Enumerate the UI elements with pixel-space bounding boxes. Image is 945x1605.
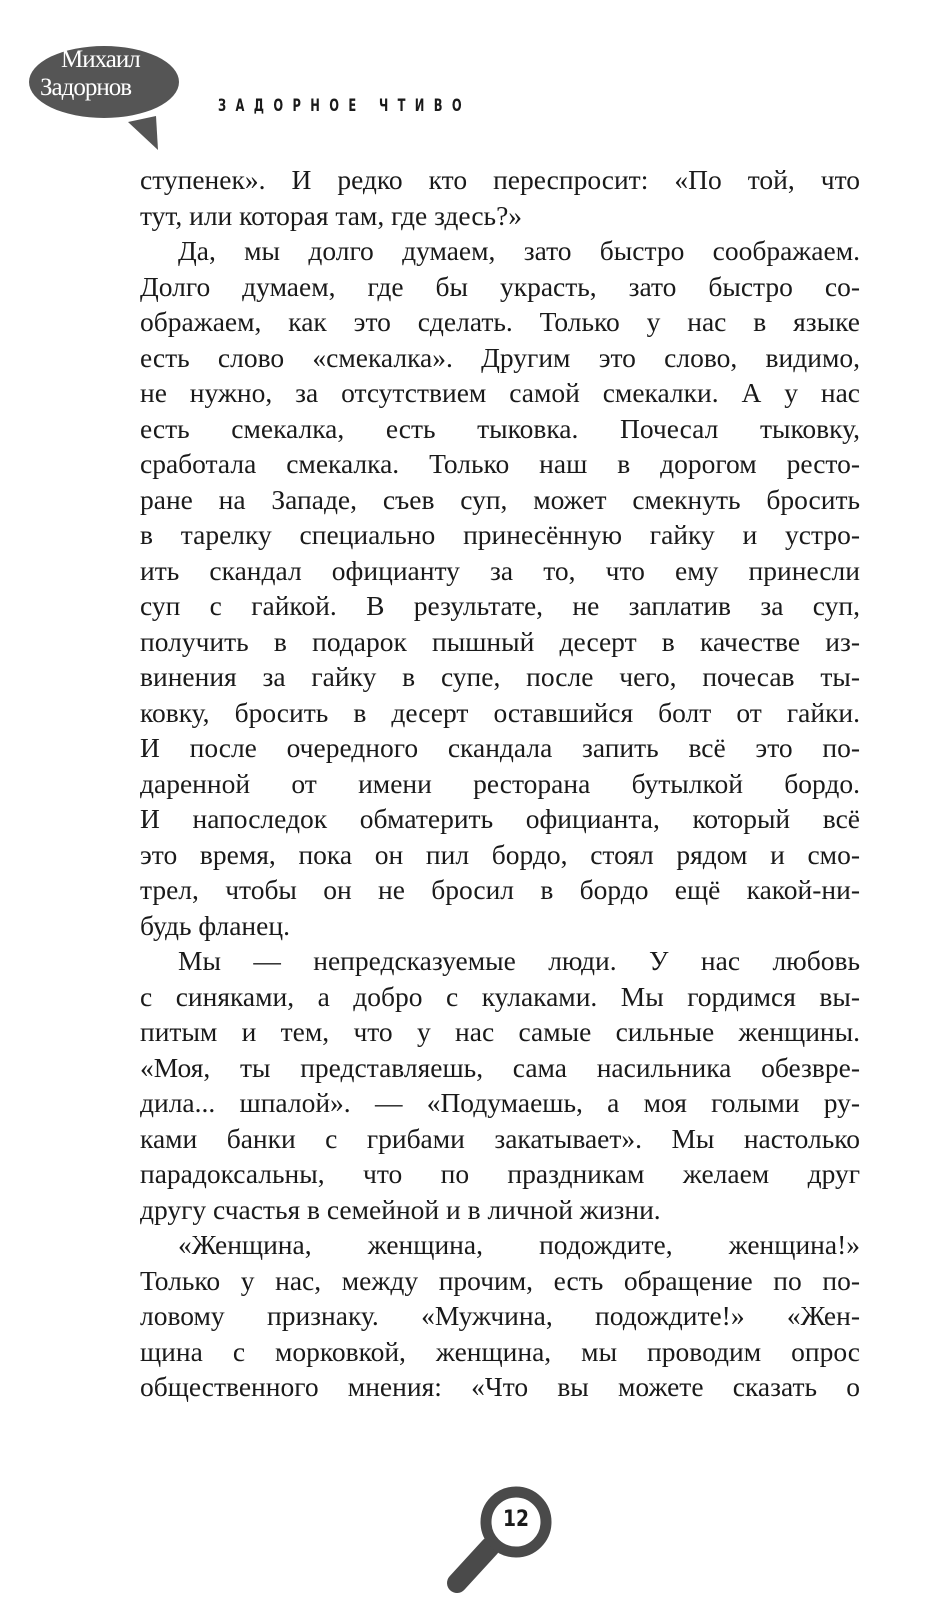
logo-first-name: Михаил	[61, 46, 140, 73]
text-line: сработала смекалка. Только наш в дорогом ресто-	[140, 448, 860, 479]
paragraph	[140, 162, 860, 233]
body-text	[140, 162, 860, 1405]
text-line: в тарелку специально принесённую гайку и устро-	[140, 519, 860, 550]
text-line: есть слово «смекалка». Другим это слово, видимо,	[140, 341, 860, 373]
text-line: не нужно, за отсутствием самой смекалки. А у нас	[140, 377, 860, 408]
text-line: будь фланец.	[140, 909, 290, 941]
page-number: 12	[502, 1507, 530, 1532]
text-line: щина с морковкой, женщина, мы проводим опрос	[140, 1335, 860, 1367]
text-line: трел, чтобы он не бросил в бордо ещё какой-ни-	[140, 874, 860, 905]
text-line: парадоксальны, что по праздникам желаем друг	[140, 1158, 860, 1189]
text-line: питым и тем, что у нас самые сильные женщины.	[140, 1016, 860, 1047]
text-line: общественного мнения: «Что вы можете сказать о	[140, 1371, 860, 1402]
text-line: ить скандал официанту за то, что ему принесли	[140, 554, 860, 586]
text-line: это время, пока он пил бордо, стоял рядом и смо-	[140, 838, 860, 870]
text-line: другу счастья в семейной и в личной жизни.	[140, 1193, 661, 1225]
text-line: Мы — непредсказуемые люди. У нас любовь	[178, 945, 860, 976]
text-line: ступенек». И редко кто переспросит: «По той, что	[140, 164, 860, 195]
text-line: И после очередного скандала запить всё это по-	[140, 732, 860, 763]
text-line: «Моя, ты представляешь, сама насильника обезвре-	[140, 1051, 860, 1083]
text-line: с синяками, а добро с кулаками. Мы гордимся вы-	[140, 980, 860, 1012]
page-number-badge	[435, 1485, 565, 1600]
logo-last-name: Задорнов	[40, 74, 132, 101]
text-line: есть смекалка, есть тыковка. Почесал тыковку,	[140, 412, 860, 444]
text-line: получить в подарок пышный десерт в качестве из-	[140, 625, 860, 657]
text-line: «Женщина, женщина, подождите, женщина!»	[178, 1229, 860, 1260]
text-line: ображаем, как это сделать. Только у нас в языке	[140, 306, 860, 337]
paragraph	[140, 943, 860, 1227]
text-line: даренной от имени ресторана бутылкой бордо.	[140, 767, 860, 799]
magnifier-icon	[435, 1485, 565, 1600]
text-line: дила... шпалой». — «Подумаешь, а моя голыми ру-	[140, 1087, 860, 1118]
text-line: ране на Западе, съев суп, может смекнуть бросить	[140, 483, 860, 515]
text-line: ковку, бросить в десерт оставшийся болт от гайки.	[140, 696, 860, 728]
text-line: Да, мы долго думаем, зато быстро соображаем.	[178, 235, 860, 266]
text-line: И напоследок обматерить официанта, который всё	[140, 803, 860, 834]
text-line: ками банки с грибами закатывает». Мы настолько	[140, 1122, 860, 1154]
paragraph	[140, 233, 860, 943]
paragraph	[140, 1227, 860, 1405]
text-line: Долго думаем, где бы украсть, зато быстро со-	[140, 270, 860, 302]
text-line: Только у нас, между прочим, есть обращение по по-	[140, 1264, 860, 1296]
running-title: ЗАДОРНОЕ ЧТИВО	[218, 96, 472, 116]
text-line: тут, или которая там, где здесь?»	[140, 199, 523, 231]
text-line: суп с гайкой. В результате, не заплатив за суп,	[140, 590, 860, 621]
text-line: винения за гайку в супе, после чего, почесав ты-	[140, 661, 860, 692]
text-line: ловому признаку. «Мужчина, подождите!» «Жен-	[140, 1300, 860, 1331]
author-logo	[28, 38, 188, 153]
